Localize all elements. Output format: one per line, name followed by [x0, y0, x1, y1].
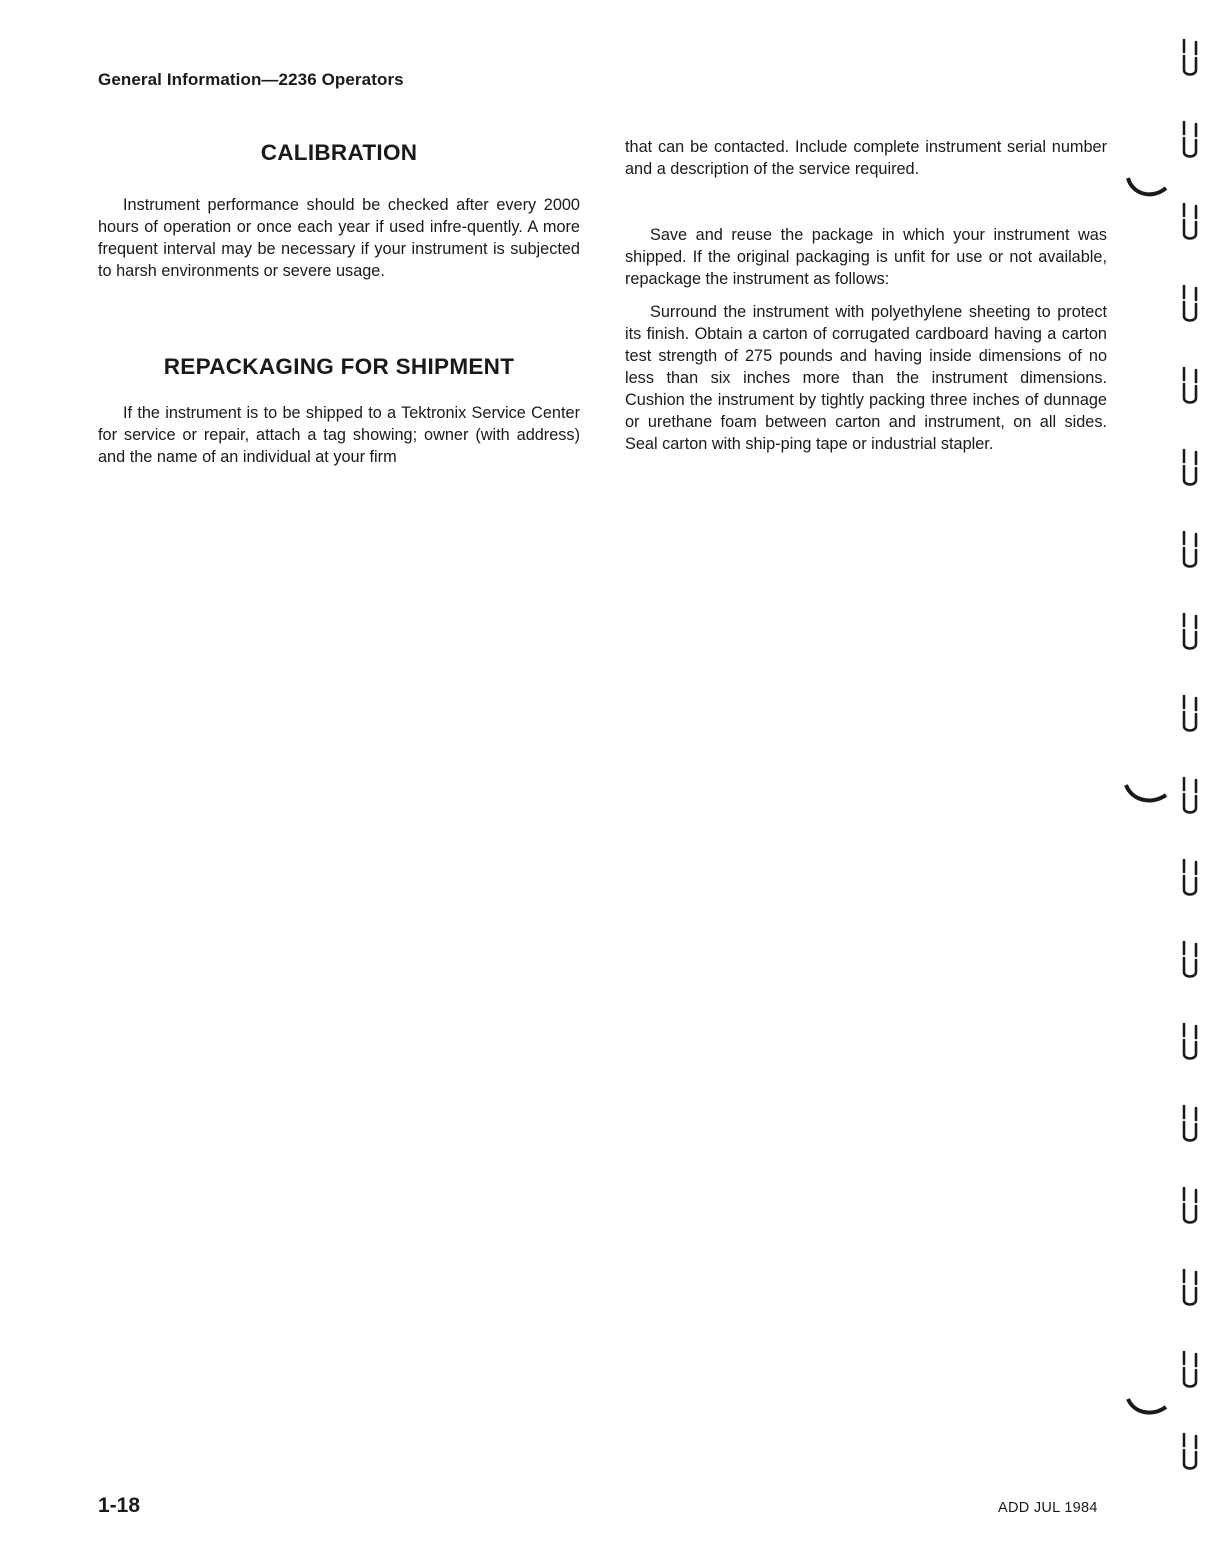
binding-ring — [1180, 1022, 1200, 1064]
binding-ring — [1180, 38, 1200, 80]
binding-ring — [1180, 1432, 1200, 1474]
binding-ring — [1180, 1350, 1200, 1392]
binding-ring — [1180, 776, 1200, 818]
binding-ring — [1180, 1104, 1200, 1146]
binding-ring — [1180, 366, 1200, 408]
page-number: 1-18 — [98, 1494, 141, 1517]
punch-hole-mark-top — [1122, 160, 1172, 210]
punch-hole-mark-middle — [1122, 775, 1172, 825]
reuse-package-paragraph: Save and reuse the package in which your instrument was shipped. If the original packaging is unfit for use or not available, repackage the instrument as follows: — [625, 226, 1107, 288]
right-column — [625, 136, 1107, 455]
binding-ring — [1180, 202, 1200, 244]
binding-ring — [1180, 940, 1200, 982]
binding-ring — [1180, 1186, 1200, 1228]
binding-ring — [1180, 1268, 1200, 1310]
repackage-steps-paragraph: Surround the instrument with polyethylene sheeting to protect its finish. Obtain a carton of corrugated cardboard having a carton test strength of 275 pounds and having inside dimensions of no less than six inches more than the instrument dimensions. Cushion the instrument by tightly packing three inches of dunnage or urethane foam between carton and instrument, on all sides. Seal carton with ship-ping tape or industrial stapler. — [625, 303, 1107, 453]
continued-paragraph: that can be contacted. Include complete instrument serial number and a description of the service required. — [625, 138, 1107, 178]
repackaging-heading: REPACKAGING FOR SHIPMENT — [163, 354, 515, 379]
binding-ring — [1180, 284, 1200, 326]
spiral-binding — [1122, 0, 1212, 1566]
calibration-heading: CALIBRATION — [260, 140, 418, 165]
punch-hole-mark-bottom — [1122, 1385, 1172, 1435]
binding-ring — [1180, 694, 1200, 736]
binding-ring — [1180, 120, 1200, 162]
binding-ring — [1180, 448, 1200, 490]
calibration-paragraph: Instrument performance should be checked after every 2000 hours of operation or once each year if used infre-quently. A more frequent interval may be necessary if your instrument is subjected to harsh environments or severe usage. — [98, 196, 580, 280]
binding-ring — [1180, 858, 1200, 900]
binding-ring — [1180, 612, 1200, 654]
footer-date: ADD JUL 1984 — [998, 1500, 1098, 1516]
repackaging-paragraph: If the instrument is to be shipped to a Tektronix Service Center for service or repair, attach a tag showing; owner (with address) and the name of an individual at your firm — [98, 404, 580, 466]
running-head: General Information—2236 Operators — [98, 70, 404, 89]
left-column — [98, 136, 580, 468]
binding-ring — [1180, 530, 1200, 572]
